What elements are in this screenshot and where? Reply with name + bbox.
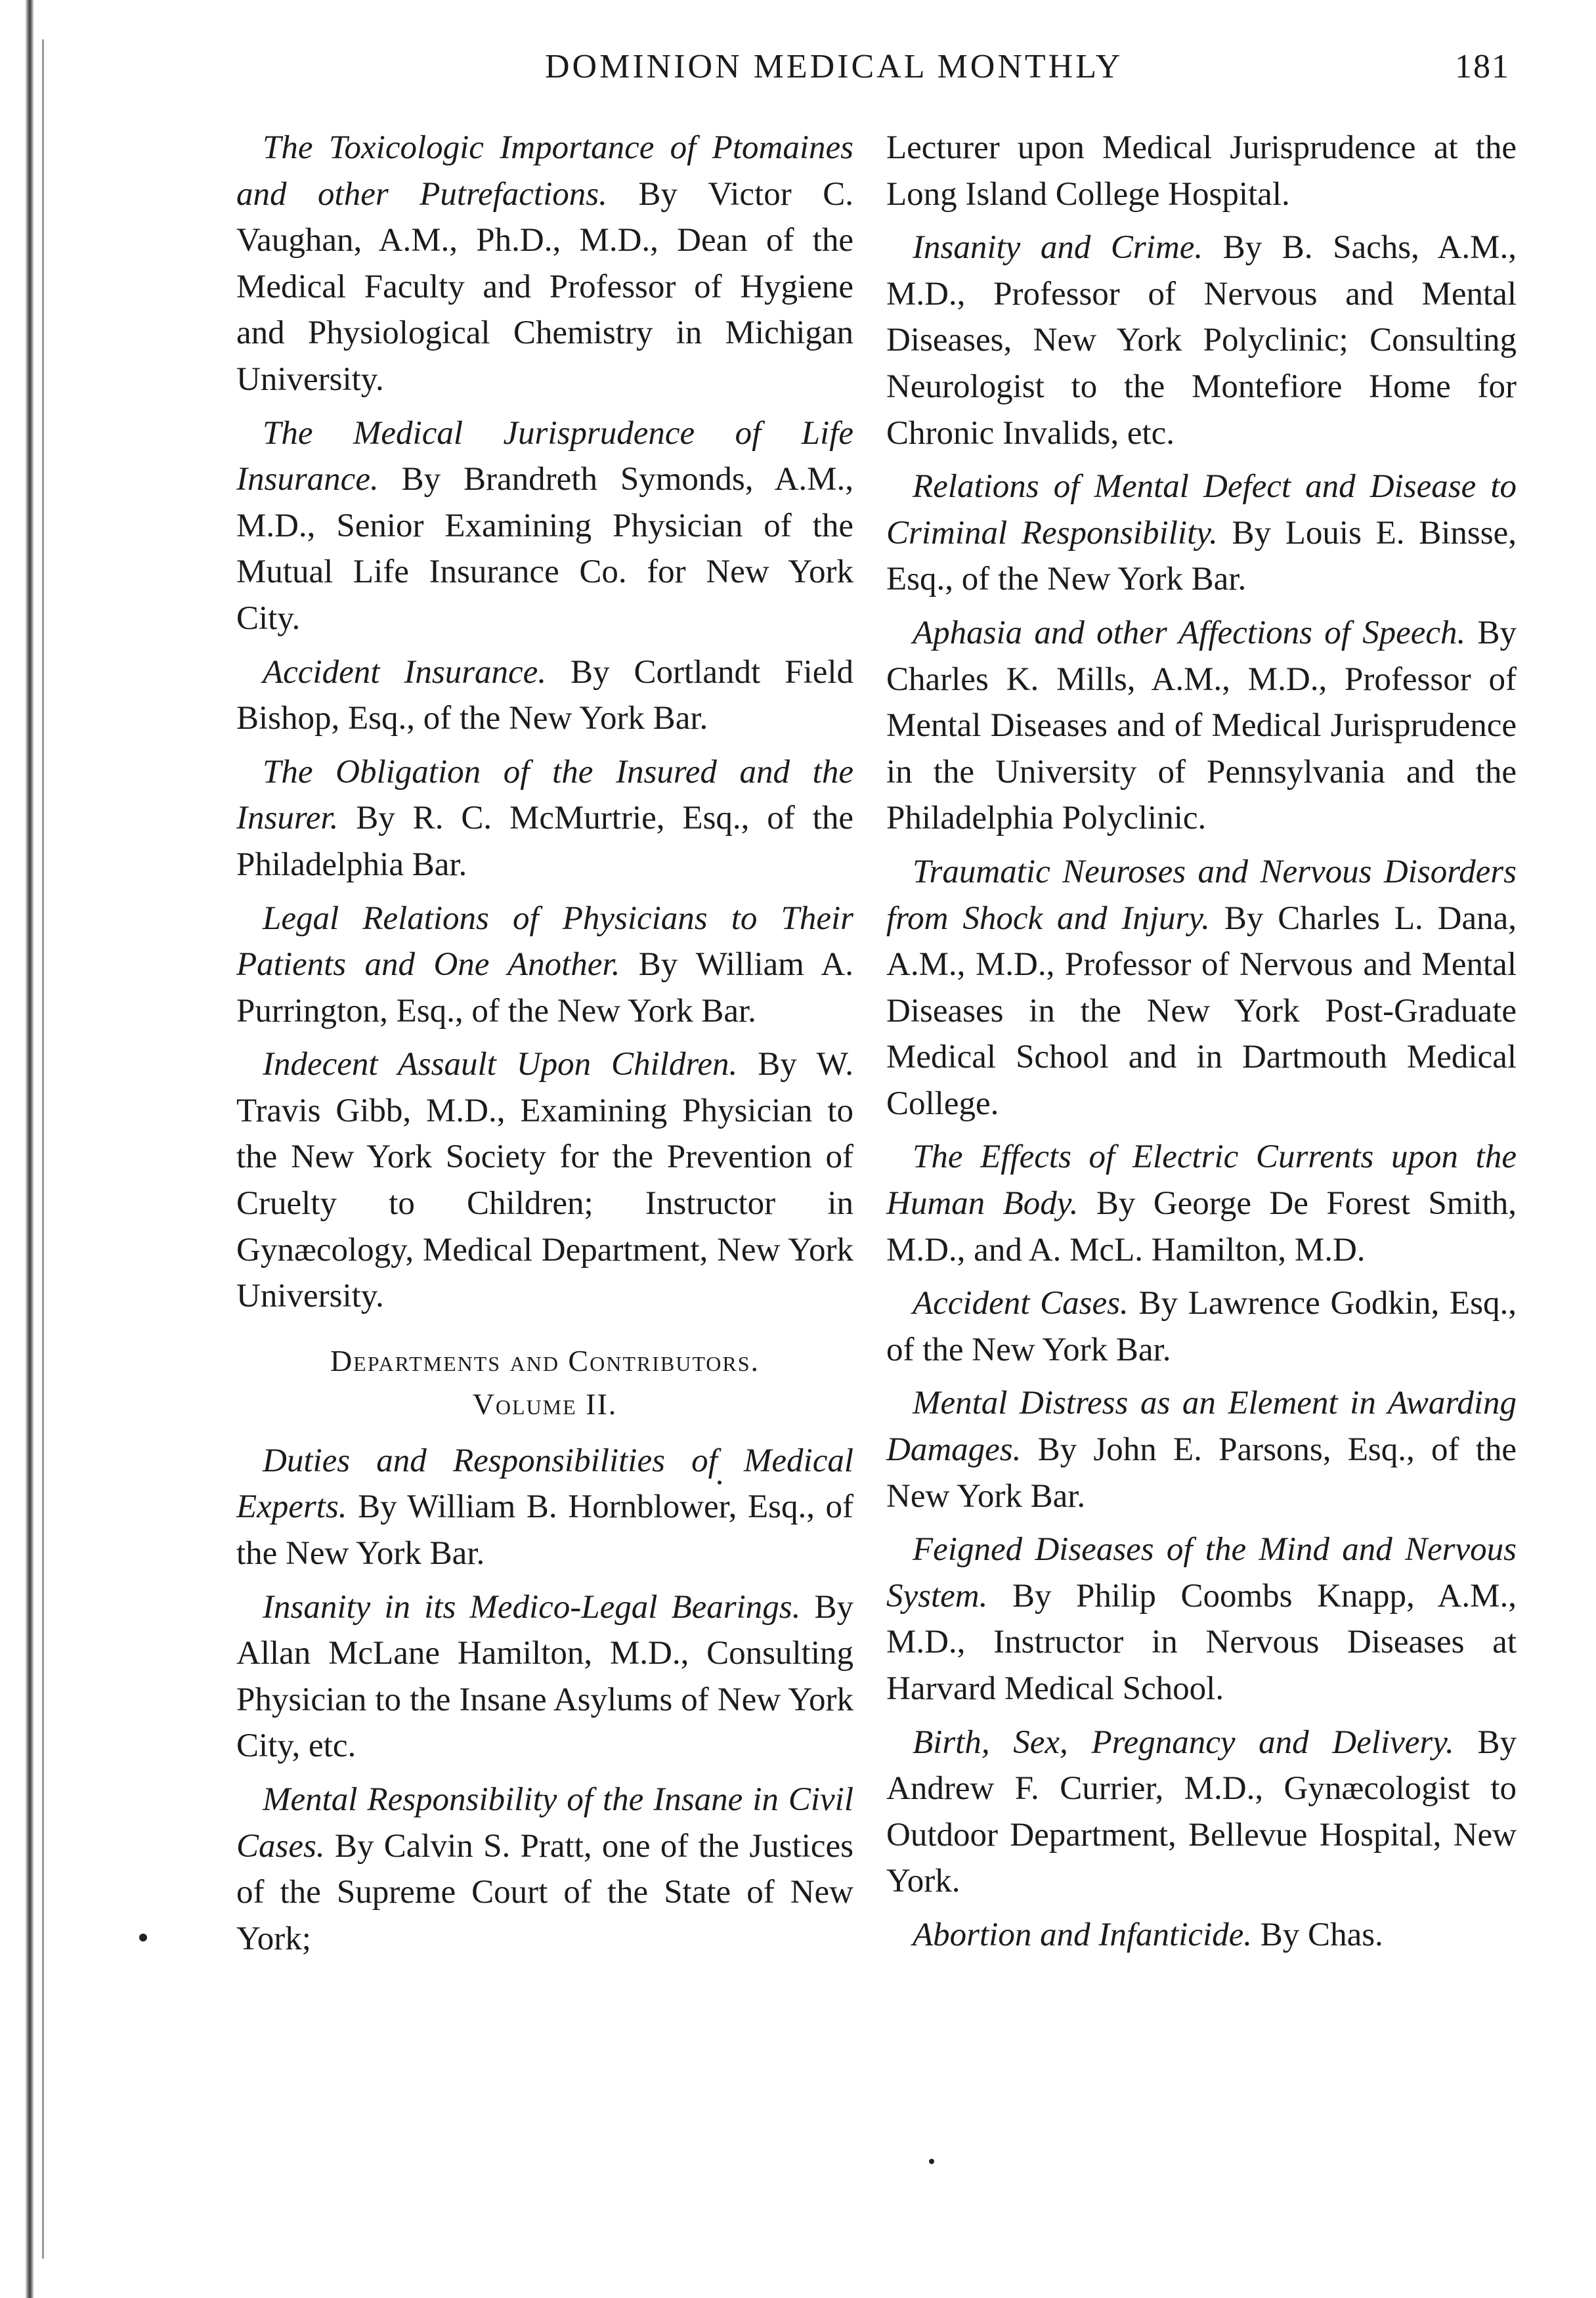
author-text: By Calvin S. Pratt, one of the Justices of the Supreme Court of the State of New York; — [236, 1827, 853, 1957]
entry — [886, 225, 1517, 456]
running-header — [236, 47, 1510, 100]
section-heading-volume: Volume II. — [472, 1387, 618, 1421]
work-title: Feigned Diseases of the Mind and Nervous System. — [886, 1531, 1517, 1615]
entry — [236, 1584, 853, 1769]
work-title: The Effects of Electric Currents upon the Human Body. — [886, 1138, 1517, 1223]
entry — [236, 649, 853, 742]
work-title: Accident Cases. — [913, 1285, 1129, 1322]
work-title: Duties and Responsibilities of Medical Experts. — [236, 1442, 853, 1526]
author-text: By Philip Coombs Knapp, A.M., M.D., Instructor in Nervous Diseases at Harvard Medical School. — [886, 1577, 1517, 1707]
entry — [886, 1134, 1517, 1273]
binding-shadow — [25, 0, 34, 2298]
author-text: By Victor C. Vaughan, A.M., Ph.D., M.D., Dean of the Medical Faculty and Professor of Hygiene and Physiological Chemistry in Michigan University. — [236, 175, 854, 398]
work-title: Mental Responsibility of the Insane in Civil Cases. — [236, 1781, 853, 1865]
work-title: Abortion and Infanticide. — [913, 1916, 1253, 1953]
work-title: The Obligation of the Insured and the Insurer. — [236, 753, 853, 837]
author-text: By John E. Parsons, Esq., of the New York Bar. — [886, 1431, 1517, 1515]
author-text: By William B. Hornblower, Esq., of the New York Bar. — [236, 1488, 853, 1572]
work-title: Insanity in its Medico-Legal Bearings. — [263, 1588, 801, 1626]
author-text: By Lawrence Godkin, Esq., of the New York Bar. — [886, 1285, 1517, 1368]
work-title: Insanity and Crime. — [913, 229, 1203, 267]
work-title: Mental Distress as an Element in Awarding Damages. — [886, 1385, 1517, 1469]
author-text: By Cortlandt Field Bishop, Esq., of the New York Bar. — [236, 653, 853, 737]
continued-text: Lecturer upon Medical Jurisprudence at the Long Island College Hospital. — [886, 129, 1517, 213]
work-title: The Toxicologic Importance of Ptomaines and other Putrefactions. — [236, 129, 853, 213]
entry — [236, 1777, 853, 1962]
left-column — [236, 125, 853, 1969]
entry — [886, 1720, 1517, 1905]
work-title: Traumatic Neuroses and Nervous Disorders from Shock and Injury. — [886, 853, 1517, 937]
author-text: By Allan McLane Hamilton, M.D., Consulting Physician to the Insane Asylums of New York City, etc. — [236, 1588, 853, 1765]
work-title: Aphasia and other Affections of Speech. — [913, 614, 1466, 651]
ink-speck — [929, 2159, 934, 2164]
work-title: Indecent Assault Upon Children. — [263, 1046, 738, 1083]
author-text: By Charles L. Dana, A.M., M.D., Professor of Nervous and Mental Diseases in the New York Post-Graduate Medical School and in Dartmouth Medical College. — [886, 900, 1517, 1122]
author-text: By W. Travis Gibb, M.D., Examining Physician to the New York Society for the Prevention of Cruelty to Children; Instructor in Gynæcology, Medical Department, New York University. — [236, 1046, 853, 1315]
author-text: By George De Forest Smith, M.D., and A. McL. Hamilton, M.D. — [886, 1185, 1517, 1268]
work-title: Relations of Mental Defect and Disease to Criminal Responsibility. — [886, 468, 1517, 552]
entry — [236, 1438, 853, 1577]
work-title: The Medical Jurisprudence of Life Insurance. — [236, 414, 853, 498]
author-text: By Brandreth Symonds, A.M., M.D., Senior Examining Physician of the Mutual Life Insurance Co. for New York City. — [236, 461, 853, 637]
entry — [886, 849, 1517, 1127]
entry — [236, 410, 853, 642]
author-text: By B. Sachs, A.M., M.D., Professor of Nervous and Mental Diseases, New York Polyclinic; Consulting Neurologist to the Montefiore Home for Chronic Invalids, etc. — [886, 229, 1517, 452]
work-title: Legal Relations of Physicians to Their Patients and One Another. — [236, 900, 853, 984]
section-heading-line: Departments and Contributors. — [330, 1343, 760, 1377]
work-title: Accident Insurance. — [263, 653, 547, 691]
entry — [886, 464, 1517, 603]
entry — [236, 896, 853, 1035]
ink-speck — [718, 1481, 722, 1485]
section-heading — [236, 1339, 853, 1426]
work-title: Birth, Sex, Pregnancy and Delivery. — [913, 1724, 1454, 1761]
entry — [236, 125, 853, 403]
author-text: By R. C. McMurtrie, Esq., of the Philadelphia Bar. — [236, 800, 853, 883]
author-text: By Louis E. Binsse, Esq., of the New York Bar. — [886, 514, 1517, 598]
binding-line — [42, 39, 44, 2259]
ink-speck — [139, 1934, 147, 1941]
author-text: By Charles K. Mills, A.M., M.D., Professor of Mental Diseases and of Medical Jurisprudence in the University of Pennsylvania and the Philadelphia Polyclinic. — [886, 614, 1517, 837]
entry — [886, 1280, 1517, 1373]
entry — [886, 610, 1517, 842]
author-text: By Chas. — [1252, 1916, 1383, 1953]
entry — [236, 749, 853, 888]
entry — [886, 1380, 1517, 1519]
entry — [886, 1527, 1517, 1712]
page-number: 181 — [1455, 48, 1510, 85]
right-column — [886, 125, 1517, 1966]
journal-title: DOMINION MEDICAL MONTHLY — [545, 48, 1123, 85]
entry — [886, 1912, 1517, 1959]
author-text: By William A. Purrington, Esq., of the New York Bar. — [236, 946, 853, 1030]
entry — [236, 1041, 853, 1320]
author-text: By Andrew F. Currier, M.D., Gynæcologist to Outdoor Department, Bellevue Hospital, New York. — [886, 1724, 1517, 1900]
